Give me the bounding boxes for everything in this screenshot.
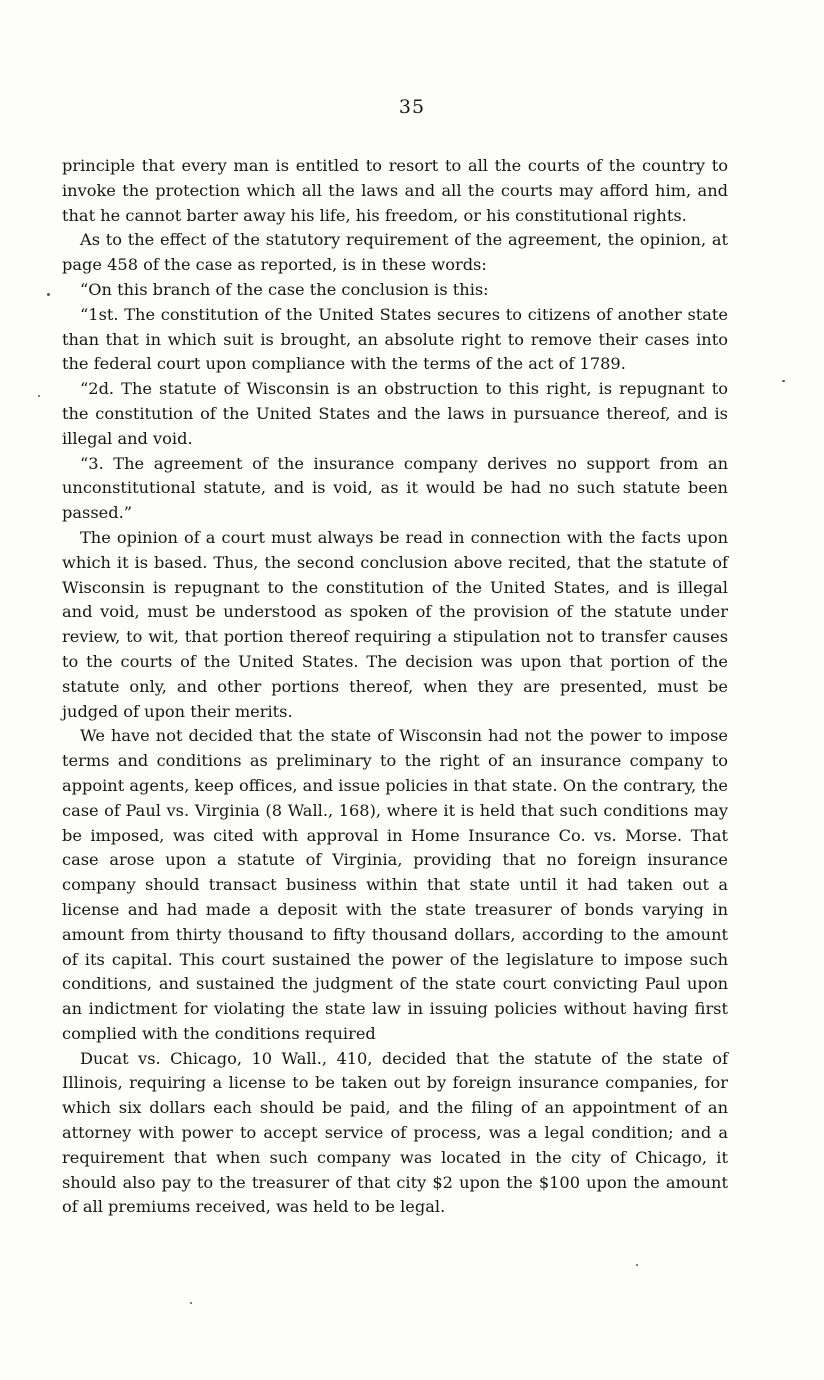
scan-speck [38, 395, 40, 397]
paragraph-paul-vs-virginia: We have not decided that the state of Wisconsin had not the power to impose terms and conditions as preliminary to the right of an insurance company to appoint agents, keep offices, and issue policies in that state. On the contrary, the case of Paul vs. Virginia (8 Wall., 168), where it is held that such conditions may be imposed, was cited with approval in Home Insurance Co. vs. Morse. That case arose upon a statute of Virginia, providing that no foreign insurance company should transact business within that state until it had taken out a license and had made a deposit with the state treasurer of bonds varying in amount from thirty thousand to fifty thousand dollars, according to the amount of its capital. This court sustained the power of the legislature to impose such conditions, and sustained the judgment of the state court convicting Paul upon an indictment for violating the state law in issuing policies without having first complied with the conditions required [62, 726, 728, 1043]
paragraph-continuation: principle that every man is entitled to resort to all the courts of the country to invoke the protection which all the laws and all the courts may afford him, and that he cannot barter away his life, his freedom, or his constitutional rights. [62, 156, 728, 225]
page-number: 35 [398, 96, 426, 118]
paragraph-ducat-vs-chicago: Ducat vs. Chicago, 10 Wall., 410, decided that the statute of the state of Illinois, requiring a license to be taken out by foreign insurance companies, for which six dollars each should be paid, and the filing of an appointment of an attorney with power to accept service of process, was a legal condition; and a requirement that when such company was located in the city of Chicago, it should also pay to the treasurer of that city $2 upon the $100 upon the amount of all premiums received, was held to be legal. [62, 1048, 728, 1217]
paragraph-statutory-requirement: As to the effect of the statutory requirement of the agreement, the opinion, at page 458 of the case as reported, is in these words: [62, 230, 728, 275]
scan-speck [782, 380, 785, 382]
body-text [62, 154, 728, 1220]
quote-conclusion-1st: “1st. The constitution of the United States secures to citizens of another state than that in which suit is brought, an absolute right to remove their cases into the federal court upon compliance with the terms of the act of 1789. [62, 304, 728, 374]
quote-intro: “On this branch of the case the conclusion is this: [80, 279, 489, 299]
scan-speck [47, 293, 50, 296]
scan-speck [636, 1264, 638, 1266]
scan-speck [190, 1302, 192, 1304]
quote-conclusion-3: “3. The agreement of the insurance company derives no support from an unconstitutional statute, and is void, as it would be had no such statute been passed.” [62, 453, 728, 523]
paragraph-opinion-of-court: The opinion of a court must always be read in connection with the facts upon which it is based. Thus, the second conclusion above recited, that the statute of Wisconsin is repugnant to the constitution of the United States, and is illegal and void, must be understood as spoken of the provision of the statute under review, to wit, that portion thereof requiring a stipulation not to transfer causes to the courts of the United States. The decision was upon that portion of the statute only, and other portions thereof, when they are presented, must be judged of upon their merits. [62, 527, 728, 721]
quote-conclusion-2d: “2d. The statute of Wisconsin is an obstruction to this right, is repugnant to the constitution of the United States and the laws in pursuance thereof, and is illegal and void. [62, 379, 728, 448]
